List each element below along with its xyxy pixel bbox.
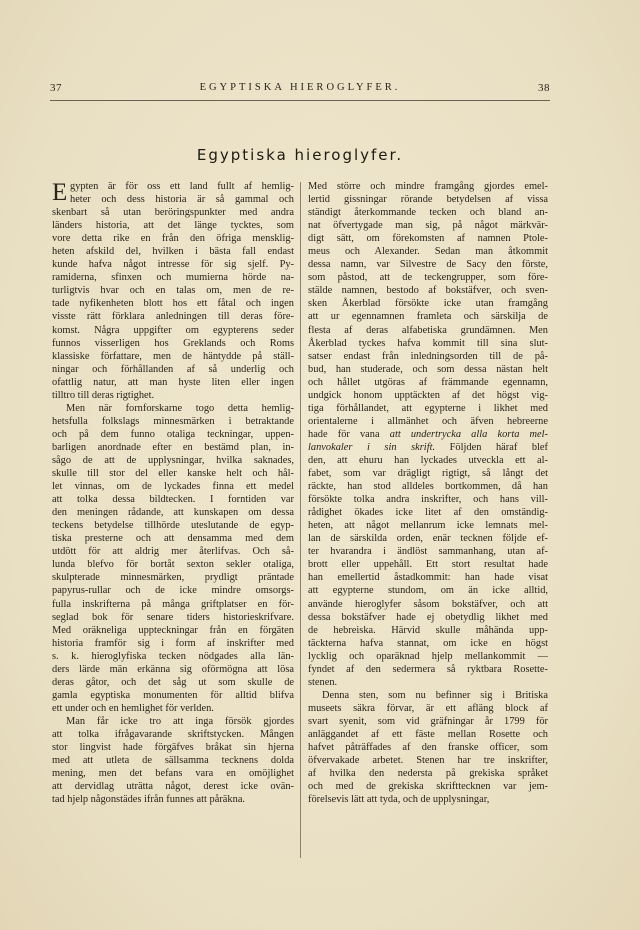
text-line: lan de särskilda orden, enär tecknen följde ef- [308, 533, 548, 545]
text-line: dessa bokstäfver hade ej obetydlig likhet med [308, 611, 548, 623]
text-line: hetsfulla folkslags minnesmärken i betraktande [52, 415, 294, 427]
text-line: att egypterne stundom, om än icke alltid, [308, 585, 548, 597]
text-line: utdött för att aldrig mer återlifvas. Och så- [52, 546, 294, 558]
text-line: ofattlig natur, att man hyste liten eller ingen [52, 376, 294, 388]
text-line: stenen. [308, 676, 338, 688]
text-line: historia framför sig i form af inskrifter med [52, 637, 294, 649]
text-line: turligtvis hvar och en talas om, men de re- [52, 285, 294, 297]
text-line [308, 441, 548, 454]
text-line: länders historia, att det länge tycktes, som [52, 220, 294, 232]
text-line: lertid gissningar rörande betydelsen af vissa [308, 194, 548, 206]
text-line: af hvilka den nedersta på grekiska språket [308, 768, 548, 780]
text-line: heter och dess historia är så gammal och [70, 194, 294, 206]
left-column [52, 180, 294, 806]
text-line: dessa namn, var Silvestre de Sacy den förste, [308, 259, 548, 271]
text-line: Med oräkneliga uppteckningar från en förgäten [52, 624, 294, 636]
text-line: orientalerne i allmänhet och äfven hebreerne [308, 415, 548, 427]
text-line: komst. Några uppgifter om egypterens seder [52, 324, 294, 336]
text-line: tiga förhållandet, att egypterne i likhet med [308, 402, 548, 414]
text-line: museets säkra förvar, är ett afläng block af [308, 702, 548, 714]
text-line: tiska presterne och att densamma med dem [52, 533, 294, 545]
text-line: klassiske författare, men de häntydde på ställ- [52, 350, 294, 362]
text-line: hafvet påträffades af den franske officer, som [308, 742, 548, 754]
text-line: använde hieroglyfer såsom bokstäfver, och att [308, 598, 548, 610]
text-line: försökte tolka andra inskrifter, och hans vill- [308, 494, 548, 506]
text-line: tade nyfikenheten blott hos ett fåtal och ingen [52, 298, 294, 310]
text-line: Denna sten, som nu befinner sig i Britiska [322, 689, 548, 701]
text-line: ders lärde män erkänna sig oförmögna att lösa [52, 663, 294, 675]
text-line: ter hvarandra i ändlöst sammanhang, utan af- [308, 546, 548, 558]
text-line: ett under och en hemlighet för verlden. [52, 702, 214, 714]
text-line: skulle till stor del eller kanske helt och hål- [52, 468, 294, 480]
text-line: sken Åkerblad försökte icke utan framgång [308, 298, 548, 310]
text-line: meus och Alexander. Sedan man åtkommit [308, 246, 548, 258]
column-rule [300, 182, 301, 858]
text-line: den, att ehuru han lyckades utveckla ett al- [308, 454, 548, 466]
text-line: fyndet af den sedermera så ryktbara Rosette- [308, 663, 548, 675]
text-line: mening, men det befans vara en omöjlighet [52, 768, 294, 780]
text-line: Med större och mindre framgång gjordes emel- [308, 181, 548, 192]
text-line: satser endast från inledningsorden till de på- [308, 350, 548, 362]
text-line [308, 428, 548, 441]
text-line: Men när fornforskarne togo detta hemlig- [66, 402, 294, 414]
italic-phrase: lanvokaler i sin skrift. [308, 441, 436, 453]
page-number-left: 37 [50, 82, 62, 94]
text-line: undgick honom upptäckten af det högst vig- [308, 389, 548, 401]
text-line: gamla egyptiska monumenten för alltid blifva [52, 689, 294, 701]
text-line: täckterna hafva stannat, om icke en högst [308, 637, 548, 649]
text-line: skulpterade minnesmärken, prydligt präntade [52, 572, 294, 584]
article-title: Egyptiska hieroglyfer. [196, 146, 404, 164]
text-line: gypten är för oss ett land fullt af hemlig- [70, 181, 294, 192]
text-line: svart syenit, som vid gräfningar år 1799 för [308, 715, 548, 727]
text-run: hade för vana [308, 428, 380, 440]
text-line: digt sätt, om förekomsten af namnen Ptole- [308, 233, 548, 245]
text-line: deras gåtor, och det såg ut som skulle de [52, 676, 294, 688]
text-line: ständigt återkommande tecken och bland an- [308, 207, 548, 219]
text-line: Man får icke tro att inga försök gjordes [66, 715, 294, 727]
text-line: let vinnas, om de lyckades finna ett medel [52, 481, 294, 493]
text-line: de hebreiska. Härvid skulle måhända upp- [308, 624, 548, 636]
text-line: ningar och förhållanden af så underlig och [52, 363, 294, 375]
text-line: som påstod, att de teckengrupper, som före- [308, 272, 548, 284]
text-line: skenbart så utan beröringspunkter med andra [52, 207, 294, 219]
header-rule [50, 100, 550, 101]
text-line: vore detta rike en från den öfriga mensklig- [52, 233, 294, 245]
text-line: s. k. hieroglyfiska tecken nödgades alla län- [52, 650, 294, 662]
text-line: heten, att något mellanrum icke lemnats mel- [308, 520, 548, 532]
text-line: funnos visserligen hos Greklands och Roms [52, 337, 294, 349]
text-line: bud, han studerade, och som dessa nästan helt [308, 363, 548, 375]
right-column [308, 180, 548, 806]
text-line: anläggandet af ett fäste mellan Rosette och [308, 728, 548, 740]
text-line: Åkerblad tyckes hafva kommit till sina slut- [308, 337, 548, 349]
text-line: att dervidlag uträtta något, derest icke ovän- [52, 781, 294, 793]
text-line: rådighet ökades icke litet af den omständig- [308, 507, 548, 519]
text-line: stor lingvist hade förgäfves bråkat sin hjerna [52, 742, 294, 754]
text-line: lycklig och oparäknad hjelp mellankommit — [308, 650, 548, 662]
text-line: nat öfvertygade man sig, på något märkvär- [308, 220, 548, 232]
text-line: ramiderna, sfinxen och mumierna hörde na- [52, 272, 294, 284]
running-title: EGYPTISKA HIEROGLYFER. [199, 82, 401, 93]
text-line: sågo de att de upplysningar, hvilka saknades, [52, 454, 294, 466]
text-run: Följden häraf blef [449, 441, 548, 453]
text-line: kunde hafva något intresse för sig sjelf. Py- [52, 259, 294, 271]
text-line: den meningen rådande, att kunskapen om dessa [52, 507, 294, 519]
text-line: brott eller uppehåll. Ett stort resultat hade [308, 559, 548, 571]
text-line: räckte, han stod alldeles bortkommen, då han [308, 481, 548, 493]
text-line: lunda blefvo för bortåt sexton sekler otaliga, [52, 559, 294, 571]
text-line: och hållet utgöras af främmande egennamn, [308, 376, 548, 388]
text-line: stälde namnen, bestodo af bokstäfver, och sven- [308, 285, 548, 297]
text-line: flesta af deras alfabetiska grundämnen. Men [308, 324, 548, 336]
text-line: heten afskild del, hvilken i bästa fall endast [52, 246, 294, 258]
text-line: fulla inskrifterna på många griftplatser en för- [52, 598, 294, 610]
text-line: barligen anordnade efter en bestämd plan, in- [52, 441, 294, 453]
drop-cap: E [52, 179, 68, 206]
text-line: att tolka dessa bildtecken. I forntiden var [52, 494, 294, 506]
text-line: med att utleta de sällsamma tecknens dolda [52, 755, 294, 767]
running-header [50, 82, 550, 100]
text-line: visste rätt förklara anledningen till deras före- [52, 311, 294, 323]
text-line: öfvervakade arbetet. Stenen har tre inskrifter, [308, 755, 548, 767]
page-number-right: 38 [538, 82, 550, 94]
text-line: papyrus-rullar och de icke mindre omsorgs- [52, 585, 294, 597]
text-line: tad hjelp någonstädes ifrån funnes att påräkna. [52, 794, 246, 806]
text-line: och med de grekiska skrifttecknen var jem- [308, 781, 548, 793]
text-line: han emellertid åstadkommit: han hade visat [308, 572, 548, 584]
text-line: att ur egennamnen framleta och särskilja de [308, 311, 548, 323]
text-line: teckens betydelse tillhörde uteslutande de egyp- [52, 520, 294, 532]
text-line: seglad bok för senare tiders historieskrifvare. [52, 611, 294, 623]
text-line: tilltro till deras rigtighet. [52, 389, 155, 401]
text-line: förelsevis lätt att tyda, och de upplysningar, [308, 794, 490, 806]
text-line: att tolka ifrågavarande skriftstycken. Mången [52, 728, 294, 740]
italic-phrase: att undertrycka alla korta mel- [389, 428, 548, 440]
text-line: fabet, som var drägligt rigtigt, så långt det [308, 468, 548, 480]
text-line: och på dem funno otaliga teckningar, uppen- [52, 428, 294, 440]
